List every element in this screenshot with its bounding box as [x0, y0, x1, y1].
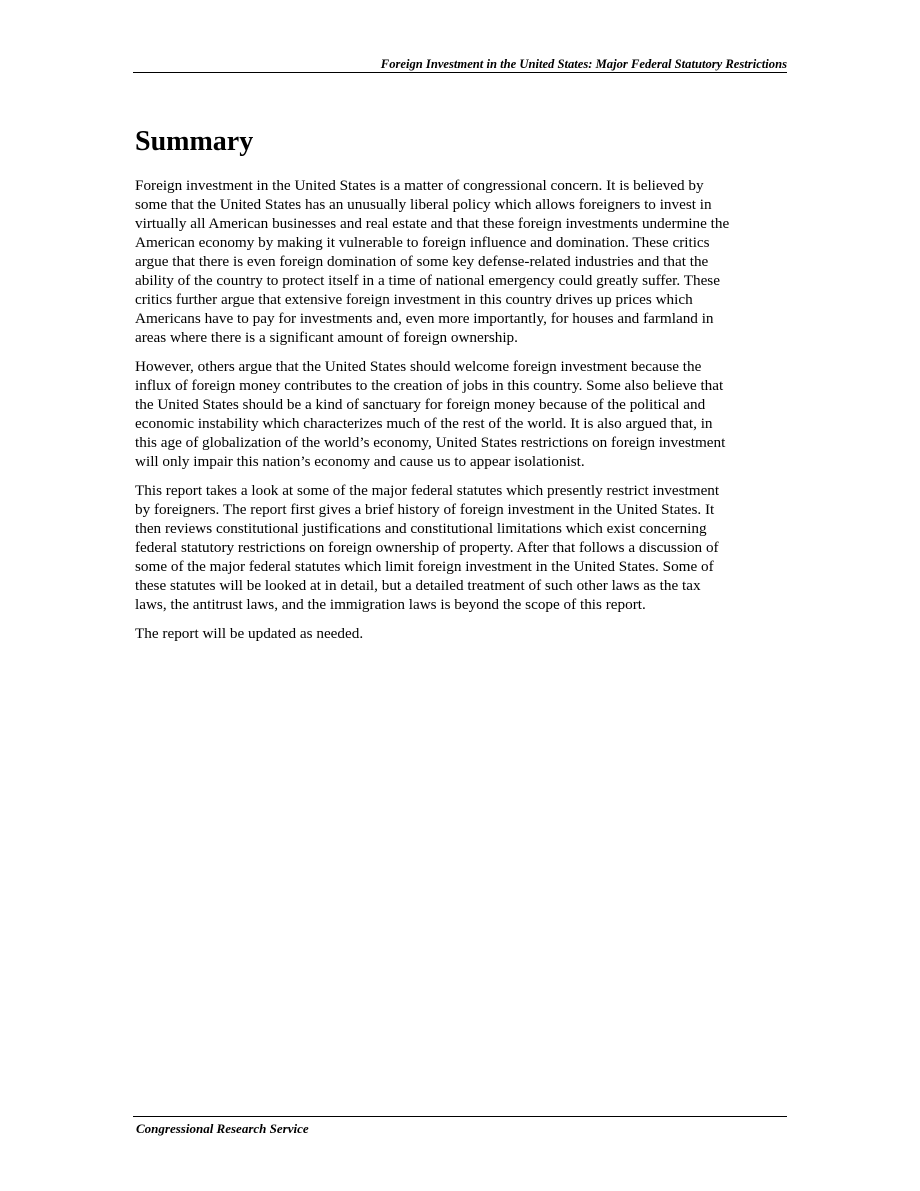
footer-publisher: Congressional Research Service — [136, 1121, 309, 1136]
running-header-title: Foreign Investment in the United States: Major Federal Statutory Restrictions — [380, 57, 787, 71]
summary-paragraph-2: However, others argue that the United States should welcome foreign investment because the influx of foreign money contributes to the creation of jobs in this country. Some also believe that the United States should be a kind of sanctuary for foreign money because of the political and economic instability which characterizes much of the rest of the world. It is also argued that, in this age of globalization of the world’s economy, United States restrictions on foreign investment will only impair this nation’s economy and cause us to appear isolationist. — [135, 358, 726, 470]
summary-paragraph-4: The report will be updated as needed. — [135, 625, 364, 642]
running-header — [133, 56, 787, 73]
page-title: Summary — [135, 126, 254, 157]
summary-paragraph-3: This report takes a look at some of the major federal statutes which presently restrict investment by foreigners. The report first gives a brief history of foreign investment in the United States. It then reviews constitutional justifications and constitutional limitations which exist concerning federal statutory restrictions on foreign ownership of property. After that follows a discussion of some of the major federal statutes which limit foreign investment in the United States. Some of these statutes will be looked at in detail, but a detailed treatment of such other laws as the tax laws, the antitrust laws, and the immigration laws is beyond the scope of this report. — [135, 482, 720, 613]
summary-body — [135, 176, 785, 653]
page-footer — [133, 1116, 787, 1137]
summary-paragraph-1: Foreign investment in the United States is a matter of congressional concern. It is believed by some that the United States has an unusually liberal policy which allows foreigners to invest in virtually all American businesses and real estate and that these foreign investments undermine the American economy by making it vulnerable to foreign influence and domination. These critics argue that there is even foreign domination of some key defense-related industries and that the ability of the country to protect itself in a time of national emergency could greatly suffer. These critics further argue that extensive foreign investment in this country drives up prices which Americans have to pay for investments and, even more importantly, for houses and farmland in areas where there is a significant amount of foreign ownership. — [135, 177, 730, 346]
